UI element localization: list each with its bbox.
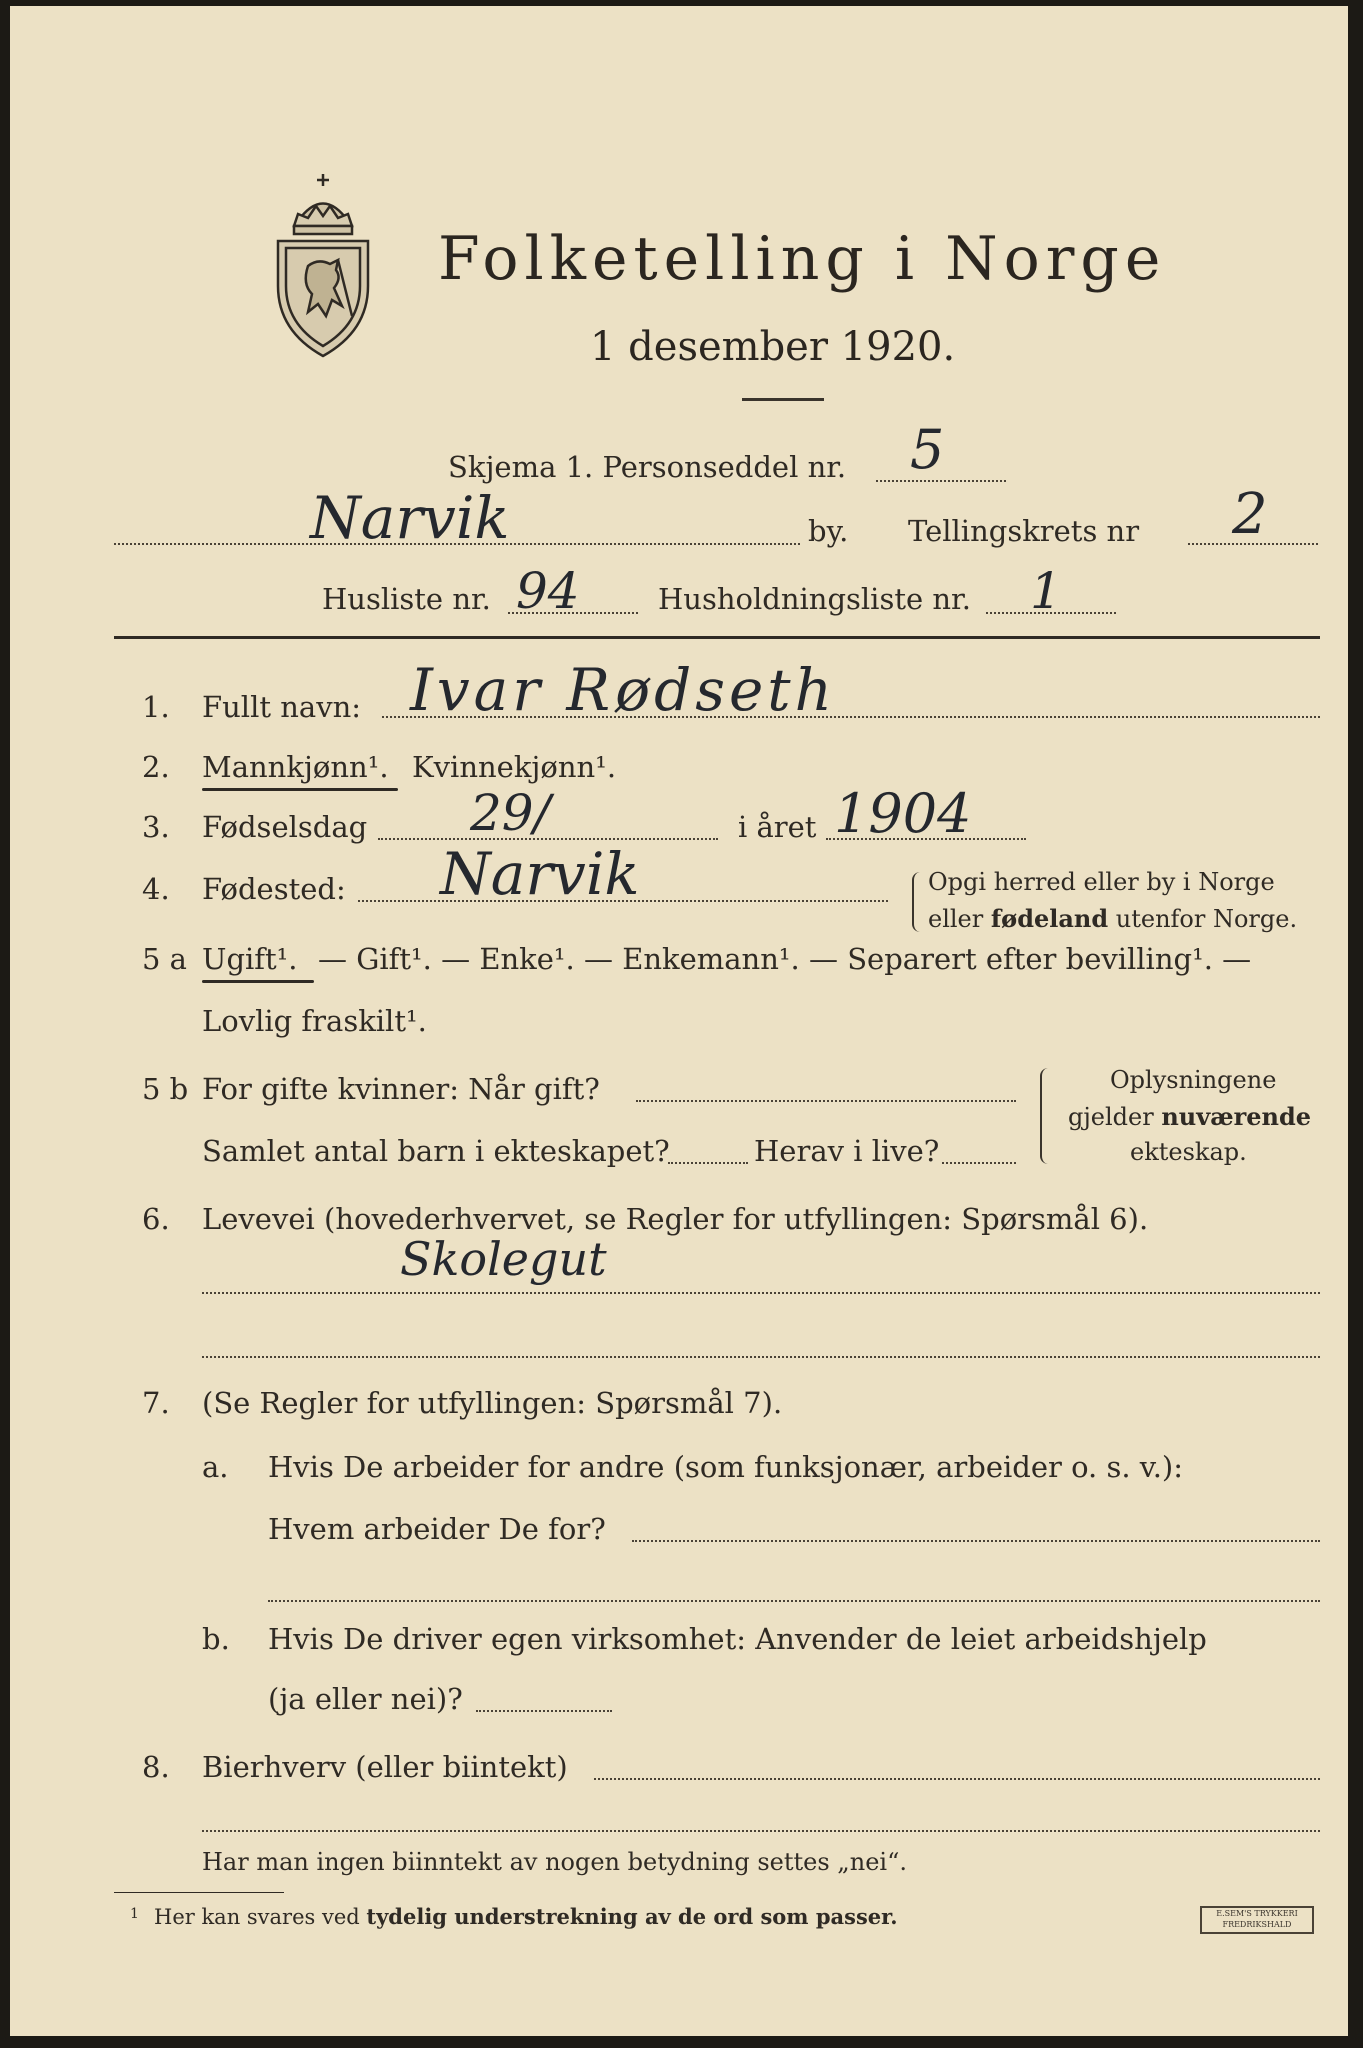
q8-number: 8. <box>142 1750 170 1784</box>
q7a-line2-label: Hvem arbeider De for? <box>268 1512 606 1546</box>
occupation-field-line1[interactable] <box>202 1292 1320 1294</box>
marital-other-options[interactable]: — Gift¹. — Enke¹. — Enkemann¹. — Separert efter bevilling¹. — <box>318 942 1252 976</box>
q3-number: 3. <box>142 810 170 844</box>
q1-number: 1. <box>142 690 170 724</box>
q7b-label: Hvis De driver egen virksomhet: Anvender de leiet arbeidshjelp <box>268 1622 1207 1656</box>
employer-field[interactable] <box>632 1540 1320 1542</box>
q4-number: 4. <box>142 872 170 906</box>
husliste-label: Husliste nr. <box>322 582 491 616</box>
secondary-income-field-line2[interactable] <box>202 1830 1320 1832</box>
q7-number: 7. <box>142 1386 170 1420</box>
marital-fraskilt-option[interactable]: Lovlig fraskilt¹. <box>202 1004 427 1038</box>
header-rule <box>114 636 1320 639</box>
husholdningsliste-label: Husholdningsliste nr. <box>658 582 971 616</box>
skjema-label: Skjema 1. Personseddel nr. <box>448 450 847 484</box>
footnote-text: Her kan svares ved tydelig understrekning av de ord som passer. <box>154 1904 898 1929</box>
q4-note-line1: Opgi herred eller by i Norge <box>928 868 1275 896</box>
q5b-note-brace <box>1040 1068 1050 1164</box>
occupation-value: Skolegut <box>400 1232 607 1286</box>
footnote-rule <box>114 1892 284 1893</box>
children-count-field[interactable] <box>668 1162 748 1164</box>
tellingskrets-label: Tellingskrets nr <box>908 514 1140 548</box>
q7b-line2-label: (ja eller nei)? <box>268 1682 463 1716</box>
q4-label: Fødested: <box>202 872 346 906</box>
footnote-marker: 1 <box>130 1906 139 1922</box>
coat-of-arms-icon <box>268 166 378 366</box>
q5b-note-line2: gjelder nuværende <box>1068 1102 1312 1131</box>
occupation-field-line2[interactable] <box>202 1356 1320 1358</box>
married-when-field[interactable] <box>636 1100 1016 1102</box>
q3-label: Fødselsdag <box>202 810 368 844</box>
full-name-value: Ivar Rødseth <box>410 656 836 724</box>
husholdningsliste-nr-value: 1 <box>1030 562 1062 620</box>
gender-female-option[interactable]: Kvinnekjønn¹. <box>412 750 617 784</box>
form-title: Folketelling i Norge <box>438 224 1167 294</box>
q6-number: 6. <box>142 1202 170 1236</box>
printer-stamp-line2: FREDRIKSHALD <box>1222 1920 1292 1929</box>
q7b-letter: b. <box>202 1622 230 1656</box>
q5b-number: 5 b <box>142 1072 189 1106</box>
q5b-label: For gifte kvinner: Når gift? <box>202 1072 600 1106</box>
q5a-number: 5 a <box>142 942 187 976</box>
q2-number: 2. <box>142 750 170 784</box>
census-form-page <box>10 6 1348 2036</box>
printer-stamp-line1: E.SEM'S TRYKKERI <box>1216 1909 1298 1918</box>
ugift-underline-mark <box>202 980 314 983</box>
gender-male-option[interactable]: Mannkjønn¹. <box>202 750 389 784</box>
q8-label: Bierhverv (eller biintekt) <box>202 1750 568 1784</box>
q7a-label: Hvis De arbeider for andre (som funksjonær, arbeider o. s. v.): <box>268 1450 1184 1484</box>
birth-day-value: 29/ <box>470 784 551 842</box>
census-date: 1 desember 1920. <box>590 324 956 370</box>
male-underline-mark <box>202 788 398 791</box>
by-label: by. <box>808 514 849 548</box>
q5b-children-label: Samlet antal barn i ekteskapet? <box>202 1134 670 1168</box>
q7-label: (Se Regler for utfyllingen: Spørsmål 7). <box>202 1386 783 1420</box>
tellingskrets-nr-value: 2 <box>1232 482 1268 547</box>
birth-year-value: 1904 <box>834 782 972 845</box>
printer-stamp <box>1200 1906 1314 1934</box>
q5b-note-line3: ekteskap. <box>1130 1138 1247 1166</box>
q3-year-label: i året <box>738 810 817 844</box>
birthplace-value: Narvik <box>440 840 640 908</box>
by-value: Narvik <box>310 484 510 552</box>
q4-note-brace <box>912 872 922 932</box>
personseddel-nr-value: 5 <box>910 418 945 481</box>
q6-label: Levevei (hovederhvervet, se Regler for utfyllingen: Spørsmål 6). <box>202 1202 1149 1236</box>
q5b-note-line1: Oplysningene <box>1110 1066 1277 1094</box>
title-divider <box>742 398 824 401</box>
q7a-letter: a. <box>202 1450 229 1484</box>
employer-field-line2[interactable] <box>268 1600 1320 1602</box>
marital-ugift-option[interactable]: Ugift¹. <box>202 942 298 976</box>
income-note: Har man ingen biinntekt av nogen betydning settes „nei“. <box>202 1848 907 1876</box>
husliste-nr-value: 94 <box>516 562 580 620</box>
secondary-income-field[interactable] <box>594 1778 1320 1780</box>
q1-label: Fullt navn: <box>202 690 362 724</box>
q4-note-line2: eller fødeland utenfor Norge. <box>928 904 1298 933</box>
children-alive-field[interactable] <box>942 1162 1016 1164</box>
q5b-alive-label: Herav i live? <box>754 1134 940 1168</box>
hired-help-field[interactable] <box>476 1710 612 1712</box>
